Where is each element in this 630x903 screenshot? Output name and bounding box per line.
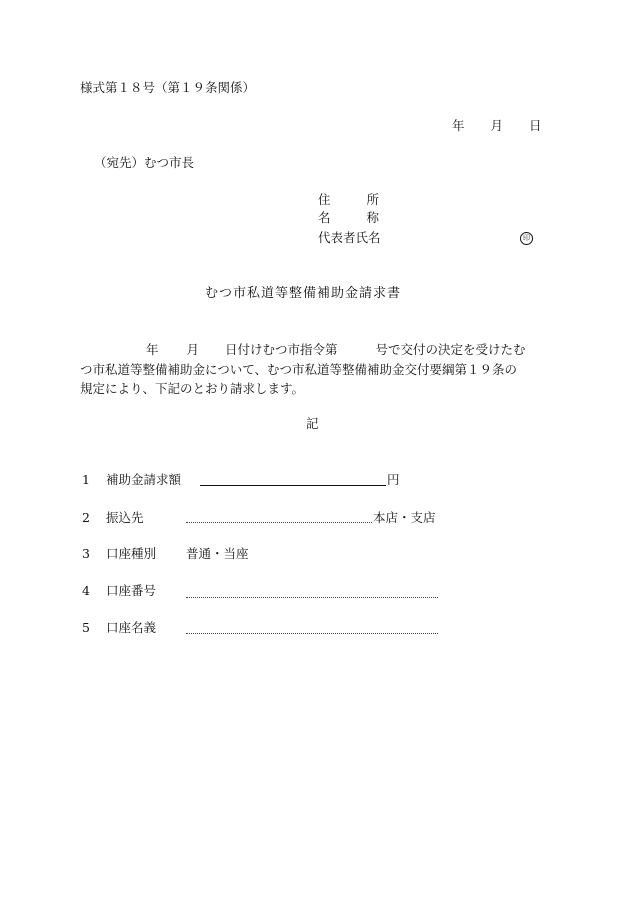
body-year: 年 (146, 342, 159, 357)
body-line-1 (80, 340, 550, 360)
item-label-account-holder: 口座名義 (106, 620, 157, 635)
item-label-claim-amount: 補助金請求額 (106, 472, 182, 487)
item-number-5: 5 (82, 620, 90, 635)
addressee: （宛先）むつ市長 (94, 155, 195, 170)
date-month-label: 月 (490, 118, 504, 133)
form-number: 様式第１８号（第１９条関係） (80, 80, 256, 95)
yen-unit: 円 (387, 472, 400, 487)
address-label (318, 192, 379, 208)
item-label-account-type: 口座種別 (106, 546, 157, 561)
body-month: 月 (186, 342, 200, 357)
address-label-char-2: 所 (366, 192, 380, 207)
claim-amount-underline (200, 485, 386, 486)
account-type-options: 普通・当座 (186, 546, 249, 561)
body-line-3: 規定により、下記のとおり請求します。 (80, 381, 305, 396)
ki-heading: 記 (306, 416, 319, 431)
seal-mark: 印 (520, 232, 533, 245)
date-line (452, 118, 542, 134)
address-label-char-1: 住 (318, 192, 331, 207)
account-holder-dotted-line (186, 633, 438, 634)
request-body-paragraph (80, 340, 550, 399)
main-branch-option: 本店・支店 (373, 510, 436, 525)
item-number-1: 1 (82, 472, 90, 487)
item-label-transfer-destination: 振込先 (106, 510, 144, 525)
body-line-2: つ市私道等整備補助金について、むつ市私道等整備補助金交付要綱第１９条の (80, 361, 518, 377)
date-day-label: 日 (529, 118, 542, 133)
item-label-account-number: 口座番号 (106, 583, 157, 598)
body-line-1-mid: 日付けむつ市指令第 (225, 342, 338, 357)
account-number-dotted-line (186, 597, 438, 598)
name-label-char-2: 称 (366, 210, 380, 225)
body-line-1-end: 号で交付の決定を受けたむ (375, 342, 526, 357)
date-year-label: 年 (452, 118, 465, 133)
item-number-4: 4 (82, 583, 90, 598)
name-label-char-1: 名 (318, 210, 331, 225)
representative-label: 代表者氏名 (318, 230, 381, 245)
document-title: むつ市私道等整備補助金請求書 (205, 286, 402, 301)
item-number-3: 3 (82, 546, 90, 561)
item-number-2: 2 (82, 510, 90, 525)
transfer-destination-dotted-line (186, 522, 372, 523)
name-label (318, 210, 379, 226)
